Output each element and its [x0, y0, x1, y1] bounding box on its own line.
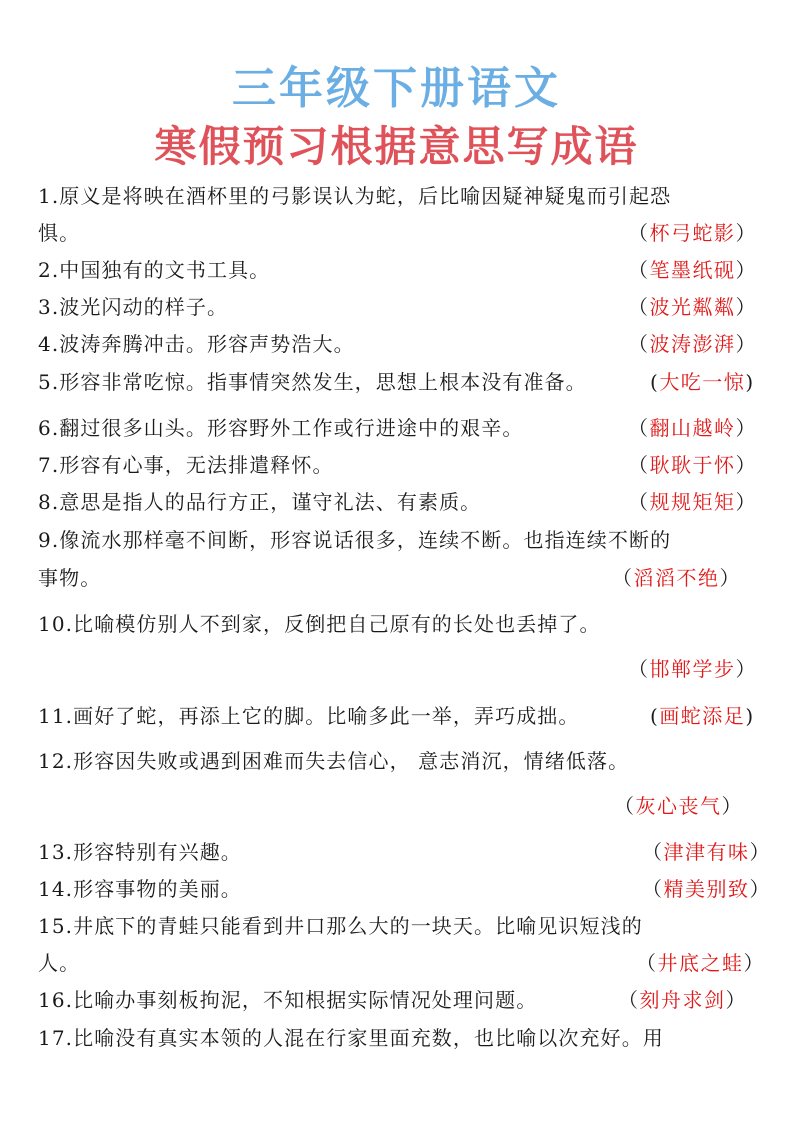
- item-10-answer: （邯郸学步）: [628, 657, 757, 681]
- item-6-answer: （翻山越岭）: [628, 416, 757, 440]
- item-1-answer: （杯弓蛇影）: [628, 221, 757, 245]
- item-8-line-1: 8.意思是指人的品行方正，谨守礼法、有素质。: [38, 490, 482, 514]
- item-5-line-1: 5.形容非常吃惊。指事情突然发生，思想上根本没有准备。: [38, 370, 587, 394]
- item-8-answer: （规规矩矩）: [628, 490, 757, 514]
- item-17-line-1: 17.比喻没有真实本领的人混在行家里面充数，也比喻以次充好。用: [38, 1026, 664, 1050]
- item-6-line-1: 6.翻过很多山头。形容野外工作或行进途中的艰辛。: [38, 416, 524, 440]
- item-15-answer: （井底之蛙）: [636, 951, 765, 975]
- item-1-line-1: 1.原义是将映在酒杯里的弓影误认为蛇，后比喻因疑神疑鬼而引起恐: [38, 184, 672, 208]
- item-10-line-1: 10.比喻模仿别人不到家，反倒把自己原有的长处也丢掉了。: [38, 612, 601, 636]
- item-4-answer: （波涛澎湃）: [628, 332, 757, 356]
- item-11-answer: (画蛇添足): [650, 704, 755, 728]
- item-3-line-1: 3.波光闪动的样子。: [38, 295, 229, 319]
- item-12-answer: （灰心丧气）: [614, 794, 743, 818]
- item-14-answer: （精美别致）: [642, 877, 771, 901]
- item-7-line-1: 7.形容有心事，无法排遣释怀。: [38, 453, 334, 477]
- item-16-line-1: 16.比喻办事刻板拘泥，不知根据实际情况处理问题。: [38, 988, 538, 1012]
- item-12-line-1: 12.形容因失败或遇到困难而失去信心， 意志消沉，情绪低落。: [38, 749, 630, 773]
- item-2-line-1: 2.中国独有的文书工具。: [38, 258, 271, 282]
- page-title: 三年级下册语文: [232, 63, 561, 114]
- item-1-line-2: 惧。: [38, 221, 81, 245]
- item-2-answer: （笔墨纸砚）: [628, 258, 757, 282]
- item-14-line-1: 14.形容事物的美丽。: [38, 877, 242, 901]
- item-13-line-1: 13.形容特别有兴趣。: [38, 840, 242, 864]
- item-4-line-1: 4.波涛奔腾冲击。形容声势浩大。: [38, 332, 355, 356]
- item-16-answer: （刻舟求剑）: [618, 988, 747, 1012]
- item-15-line-1: 15.井底下的青蛙只能看到井口那么大的一块天。比喻见识短浅的: [38, 914, 643, 938]
- page-subtitle: 寒假预习根据意思写成语: [154, 122, 639, 171]
- item-7-answer: （耿耿于怀）: [628, 453, 757, 477]
- item-9-answer: （滔滔不绝）: [612, 566, 741, 590]
- item-15-line-2: 人。: [38, 951, 81, 975]
- item-3-answer: （波光粼粼）: [628, 295, 757, 319]
- item-11-line-1: 11.画好了蛇，再添上它的脚。比喻多此一举，弄巧成拙。: [38, 704, 580, 728]
- item-5-answer: (大吃一惊): [650, 370, 755, 394]
- item-9-line-1: 9.像流水那样毫不间断，形容说话很多，连续不断。也指连续不断的: [38, 528, 672, 552]
- item-13-answer: （津津有味）: [642, 840, 771, 864]
- item-9-line-2: 事物。: [38, 566, 102, 590]
